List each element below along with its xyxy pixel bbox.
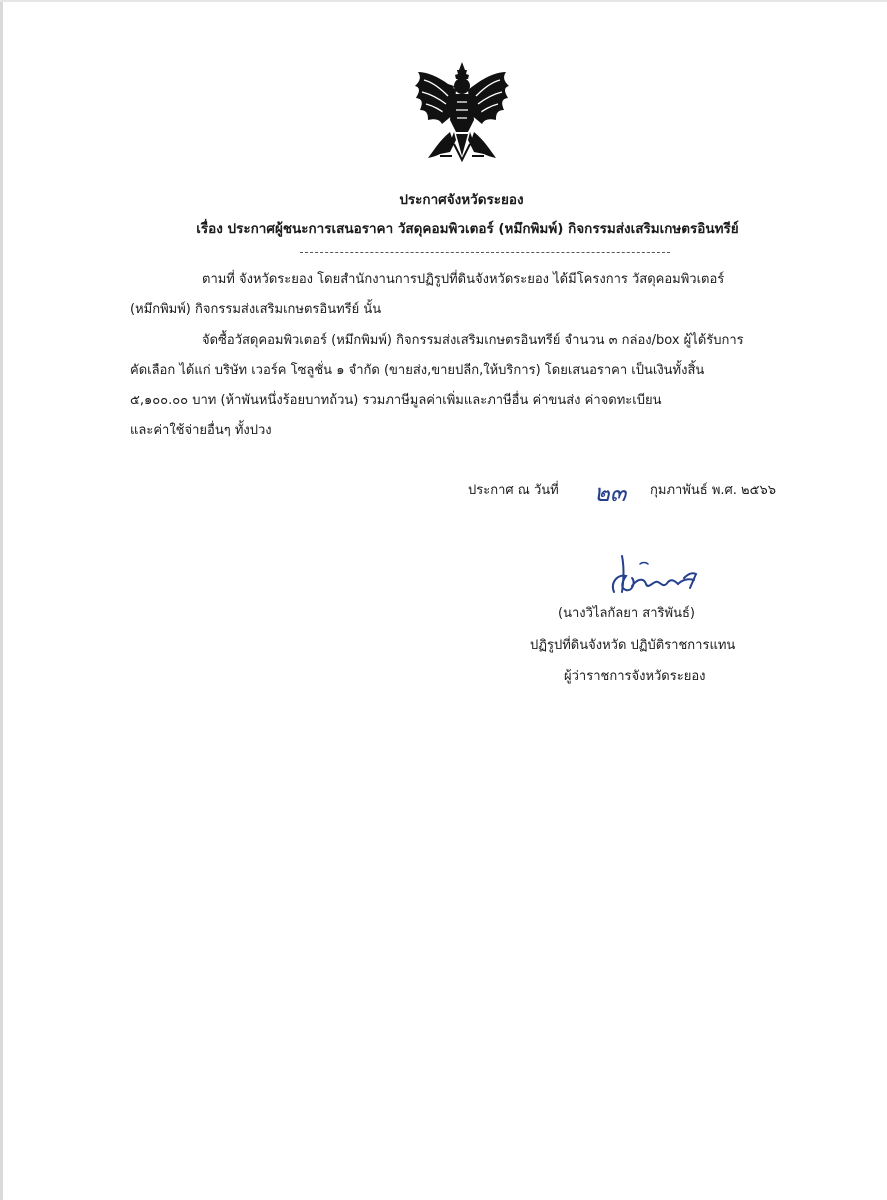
announcement-subject: เรื่อง ประกาศผู้ชนะการเสนอราคา วัสดุคอมพิวเตอร์ (หมึกพิมพ์) กิจกรรมส่งเสริมเกษตรอินทรีย์ [196, 221, 739, 237]
body-paragraph-1-line-1: ตามที่ จังหวัดระยอง โดยสำนักงานการปฏิรูปที่ดินจังหวัดระยอง ได้มีโครงการ วัสดุคอมพิวเตอร์ [202, 272, 725, 287]
date-month-year: กุมภาพันธ์ พ.ศ. ๒๕๖๖ [650, 483, 776, 498]
body-paragraph-1-line-2: (หมึกพิมพ์) กิจกรรมส่งเสริมเกษตรอินทรีย์ นั้น [130, 302, 382, 317]
signatory-position-line-1: ปฏิรูปที่ดินจังหวัด ปฏิบัติราชการแทน [530, 638, 736, 653]
date-day-handwritten: ๒๓ [594, 479, 627, 507]
garuda-emblem-icon [410, 60, 514, 170]
title-divider [300, 252, 670, 253]
signatory-position-line-2: ผู้ว่าราชการจังหวัดระยอง [564, 669, 706, 684]
body-paragraph-2-line-4: และค่าใช้จ่ายอื่นๆ ทั้งปวง [130, 423, 272, 438]
body-paragraph-2-line-2: คัดเลือก ได้แก่ บริษัท เวอร์ค โซลูชั่น ๑ จำกัด (ขายส่ง,ขายปลีก,ให้บริการ) โดยเสนอราคา เป็นเงินทั้งสิ้น [130, 363, 705, 378]
date-prefix: ประกาศ ณ วันที่ [468, 483, 559, 498]
signatory-name: (นางวิไลกัลยา สาริพันธ์) [558, 606, 695, 621]
handwritten-signature-icon [592, 552, 704, 600]
body-paragraph-2-line-1: จัดซื้อวัสดุคอมพิวเตอร์ (หมึกพิมพ์) กิจกรรมส่งเสริมเกษตรอินทรีย์ จำนวน ๓ กล่อง/box ผู้ได้รับการ [202, 333, 744, 348]
page-edge-left [0, 0, 3, 1200]
page-edge-top [0, 0, 887, 2]
announcement-title: ประกาศจังหวัดระยอง [399, 192, 524, 208]
body-paragraph-2-line-3: ๕,๑๐๐.๐๐ บาท (ห้าพันหนึ่งร้อยบาทถ้วน) รวมภาษีมูลค่าเพิ่มและภาษีอื่น ค่าขนส่ง ค่าจดทะเบียน [130, 393, 662, 408]
